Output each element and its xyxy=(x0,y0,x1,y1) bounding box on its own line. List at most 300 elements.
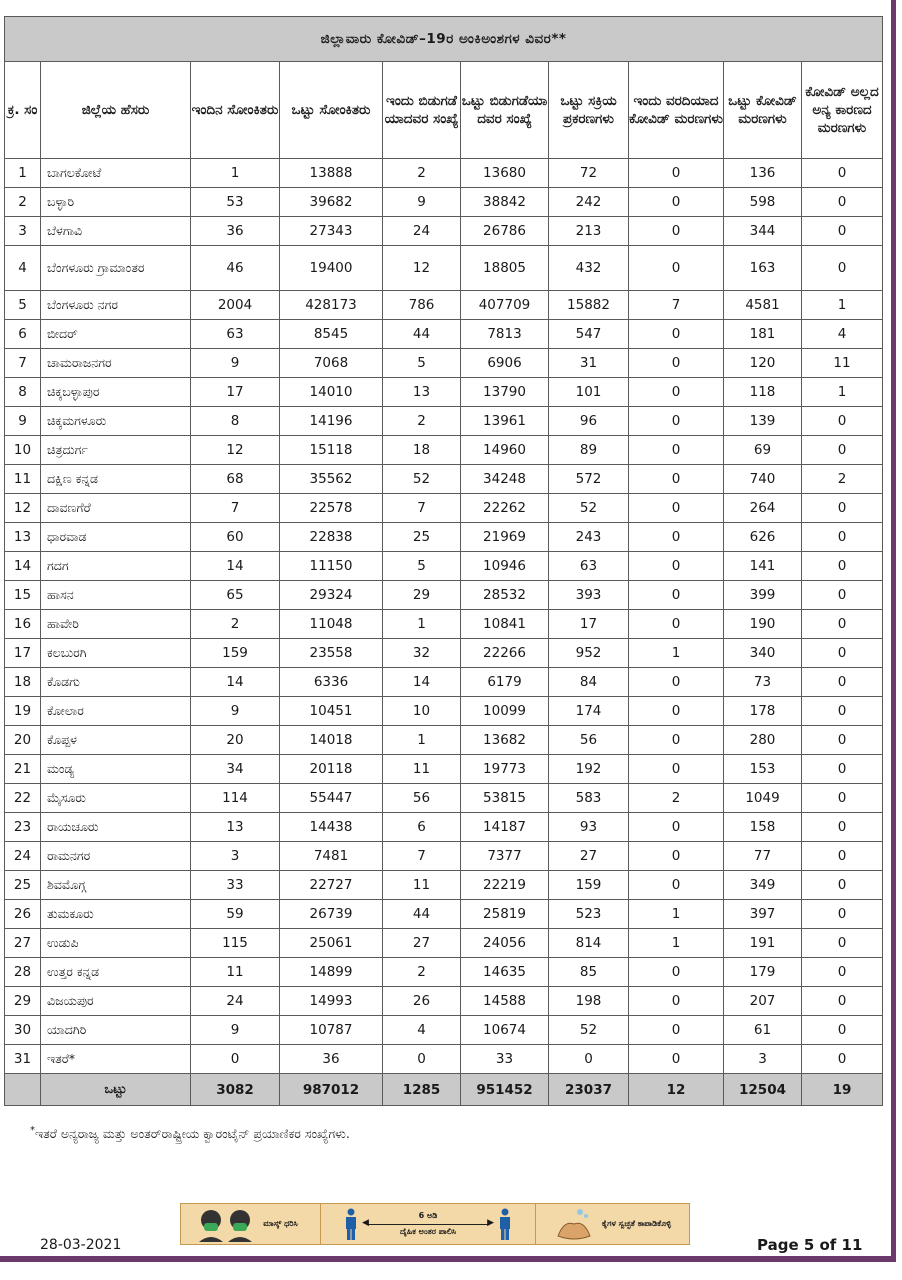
value-cell: 192 xyxy=(549,755,629,784)
value-cell: 9 xyxy=(191,1016,280,1045)
value-cell: 20 xyxy=(191,726,280,755)
value-cell: 432 xyxy=(549,246,629,291)
value-cell: 0 xyxy=(383,1045,461,1074)
value-cell: 0 xyxy=(629,378,724,407)
value-cell: 0 xyxy=(629,871,724,900)
value-cell: 0 xyxy=(549,1045,629,1074)
value-cell: 8545 xyxy=(280,320,383,349)
value-cell: 6336 xyxy=(280,668,383,697)
value-cell: 26 xyxy=(383,987,461,1016)
value-cell: 0 xyxy=(629,349,724,378)
table-row xyxy=(5,900,883,929)
value-cell: 14196 xyxy=(280,407,383,436)
table-row xyxy=(5,1016,883,1045)
total-cell: 3082 xyxy=(191,1074,280,1106)
column-header: ಒಟ್ಟು ಕೋವಿಡ್ ಮರಣಗಳು xyxy=(724,62,802,159)
table-row xyxy=(5,320,883,349)
serial-cell: 23 xyxy=(5,813,41,842)
value-cell: 572 xyxy=(549,465,629,494)
value-cell: 15882 xyxy=(549,291,629,320)
mask-section xyxy=(181,1204,321,1244)
column-header: ಒಟ್ಟು ಬಿಡುಗಡೆಯಾ ದವರ ಸಂಖ್ಯೆ xyxy=(461,62,549,159)
serial-cell: 29 xyxy=(5,987,41,1016)
value-cell: 60 xyxy=(191,523,280,552)
value-cell: 0 xyxy=(802,1045,883,1074)
district-name-cell: ಚಿಕ್ಕಬಳ್ಳಾಪುರ xyxy=(41,378,191,407)
district-name-cell: ಕೋಲಾರ xyxy=(41,697,191,726)
value-cell: 115 xyxy=(191,929,280,958)
value-cell: 547 xyxy=(549,320,629,349)
value-cell: 69 xyxy=(724,436,802,465)
serial-cell: 1 xyxy=(5,159,41,188)
value-cell: 7 xyxy=(191,494,280,523)
value-cell: 25061 xyxy=(280,929,383,958)
value-cell: 159 xyxy=(549,871,629,900)
value-cell: 22838 xyxy=(280,523,383,552)
value-cell: 33 xyxy=(461,1045,549,1074)
value-cell: 523 xyxy=(549,900,629,929)
page-number: Page 5 of 11 xyxy=(757,1236,863,1254)
value-cell: 5 xyxy=(383,349,461,378)
serial-cell: 4 xyxy=(5,246,41,291)
district-name-cell: ಉಡುಪಿ xyxy=(41,929,191,958)
value-cell: 7 xyxy=(383,842,461,871)
report-date: 28-03-2021 xyxy=(40,1237,122,1253)
hand-wash-icon xyxy=(550,1206,598,1242)
serial-cell: 17 xyxy=(5,639,41,668)
value-cell: 243 xyxy=(549,523,629,552)
value-cell: 24 xyxy=(191,987,280,1016)
table-row xyxy=(5,246,883,291)
value-cell: 114 xyxy=(191,784,280,813)
value-cell: 13961 xyxy=(461,407,549,436)
value-cell: 0 xyxy=(802,552,883,581)
value-cell: 1049 xyxy=(724,784,802,813)
value-cell: 0 xyxy=(802,407,883,436)
serial-cell: 31 xyxy=(5,1045,41,1074)
total-label: ಒಟ್ಟು xyxy=(41,1074,191,1106)
value-cell: 0 xyxy=(629,320,724,349)
total-cell xyxy=(5,1074,41,1106)
value-cell: 53 xyxy=(191,188,280,217)
district-name-cell: ಯಾದಗಿರಿ xyxy=(41,1016,191,1045)
value-cell: 0 xyxy=(802,436,883,465)
serial-cell: 8 xyxy=(5,378,41,407)
district-name-cell: ಬಾಗಲಕೋಟೆ xyxy=(41,159,191,188)
serial-cell: 11 xyxy=(5,465,41,494)
value-cell: 15118 xyxy=(280,436,383,465)
total-row xyxy=(5,1074,883,1106)
value-cell: 5 xyxy=(383,552,461,581)
value-cell: 0 xyxy=(802,668,883,697)
value-cell: 0 xyxy=(802,900,883,929)
value-cell: 280 xyxy=(724,726,802,755)
serial-cell: 19 xyxy=(5,697,41,726)
value-cell: 11048 xyxy=(280,610,383,639)
value-cell: 2 xyxy=(191,610,280,639)
table-row xyxy=(5,1045,883,1074)
district-name-cell: ಬಳ್ಳಾರಿ xyxy=(41,188,191,217)
serial-cell: 16 xyxy=(5,610,41,639)
value-cell: 1 xyxy=(629,900,724,929)
distance-indicator xyxy=(368,1211,488,1237)
serial-cell: 2 xyxy=(5,188,41,217)
value-cell: 740 xyxy=(724,465,802,494)
value-cell: 28532 xyxy=(461,581,549,610)
value-cell: 85 xyxy=(549,958,629,987)
value-cell: 0 xyxy=(629,159,724,188)
value-cell: 2 xyxy=(383,159,461,188)
value-cell: 14 xyxy=(191,668,280,697)
person-right-icon xyxy=(498,1208,512,1240)
value-cell: 2004 xyxy=(191,291,280,320)
safety-banner xyxy=(180,1203,690,1245)
value-cell: 0 xyxy=(629,552,724,581)
value-cell: 179 xyxy=(724,958,802,987)
distance-text: ದೈಹಿಕ ಅಂತರ ಪಾಲಿಸಿ xyxy=(399,1226,457,1236)
serial-cell: 13 xyxy=(5,523,41,552)
value-cell: 7377 xyxy=(461,842,549,871)
value-cell: 11 xyxy=(383,871,461,900)
district-name-cell: ಮೈಸೂರು xyxy=(41,784,191,813)
serial-cell: 27 xyxy=(5,929,41,958)
value-cell: 29 xyxy=(383,581,461,610)
value-cell: 0 xyxy=(629,436,724,465)
value-cell: 89 xyxy=(549,436,629,465)
mask-text: ಮಾಸ್ಕ್ ಧರಿಸಿ xyxy=(263,1218,298,1228)
district-name-cell: ಕೊಡಗು xyxy=(41,668,191,697)
district-name-cell: ಹಾಸನ xyxy=(41,581,191,610)
value-cell: 0 xyxy=(802,987,883,1016)
value-cell: 14960 xyxy=(461,436,549,465)
value-cell: 0 xyxy=(802,639,883,668)
value-cell: 10451 xyxy=(280,697,383,726)
column-header: ಇಂದಿನ ಸೋಂಕಿತರು xyxy=(191,62,280,159)
table-row xyxy=(5,552,883,581)
serial-cell: 28 xyxy=(5,958,41,987)
value-cell: 22262 xyxy=(461,494,549,523)
value-cell: 14187 xyxy=(461,813,549,842)
table-row xyxy=(5,871,883,900)
table-row xyxy=(5,188,883,217)
value-cell: 52 xyxy=(383,465,461,494)
table-row xyxy=(5,610,883,639)
total-cell: 987012 xyxy=(280,1074,383,1106)
value-cell: 10674 xyxy=(461,1016,549,1045)
value-cell: 2 xyxy=(383,407,461,436)
table-row xyxy=(5,987,883,1016)
value-cell: 18805 xyxy=(461,246,549,291)
district-name-cell: ದಾವಣಗೆರೆ xyxy=(41,494,191,523)
value-cell: 11 xyxy=(191,958,280,987)
column-header: ಕೋವಿಡ್ ಅಲ್ಲದ ಅನ್ಯ ಕಾರಣದ ಮರಣಗಳು xyxy=(802,62,883,159)
district-name-cell: ಬೆಂಗಳೂರು ನಗರ xyxy=(41,291,191,320)
footnote-mark: * xyxy=(30,1125,35,1136)
value-cell: 0 xyxy=(802,188,883,217)
value-cell: 96 xyxy=(549,407,629,436)
district-name-cell: ಶಿವಮೊಗ್ಗ xyxy=(41,871,191,900)
value-cell: 7068 xyxy=(280,349,383,378)
table-title: ಜಿಲ್ಲಾವಾರು ಕೋವಿಡ್–19ರ ಅಂಕಿಅಂಶಗಳ ವಿವರ** xyxy=(5,17,883,62)
value-cell: 242 xyxy=(549,188,629,217)
serial-cell: 10 xyxy=(5,436,41,465)
total-cell: 19 xyxy=(802,1074,883,1106)
value-cell: 0 xyxy=(629,668,724,697)
total-cell: 12 xyxy=(629,1074,724,1106)
district-name-cell: ಚಿತ್ರದುರ್ಗ xyxy=(41,436,191,465)
value-cell: 3 xyxy=(191,842,280,871)
table-row xyxy=(5,217,883,246)
table-row xyxy=(5,668,883,697)
value-cell: 14018 xyxy=(280,726,383,755)
value-cell: 17 xyxy=(191,378,280,407)
district-name-cell: ಧಾರವಾಡ xyxy=(41,523,191,552)
district-name-cell: ಬೀದರ್ xyxy=(41,320,191,349)
value-cell: 17 xyxy=(549,610,629,639)
total-cell: 12504 xyxy=(724,1074,802,1106)
value-cell: 1 xyxy=(383,610,461,639)
value-cell: 583 xyxy=(549,784,629,813)
district-name-cell: ಇತರೆ* xyxy=(41,1045,191,1074)
value-cell: 393 xyxy=(549,581,629,610)
value-cell: 0 xyxy=(629,217,724,246)
value-cell: 10 xyxy=(383,697,461,726)
hygiene-section xyxy=(536,1204,689,1244)
value-cell: 0 xyxy=(629,523,724,552)
table-row xyxy=(5,958,883,987)
value-cell: 0 xyxy=(802,523,883,552)
value-cell: 1 xyxy=(802,378,883,407)
value-cell: 14993 xyxy=(280,987,383,1016)
value-cell: 1 xyxy=(383,726,461,755)
total-cell: 23037 xyxy=(549,1074,629,1106)
table-row xyxy=(5,465,883,494)
value-cell: 190 xyxy=(724,610,802,639)
value-cell: 27 xyxy=(383,929,461,958)
column-header: ಕ್ರ. ಸಂ xyxy=(5,62,41,159)
district-name-cell: ಮಂಡ್ಯ xyxy=(41,755,191,784)
value-cell: 0 xyxy=(802,610,883,639)
value-cell: 101 xyxy=(549,378,629,407)
value-cell: 19400 xyxy=(280,246,383,291)
table-row xyxy=(5,378,883,407)
value-cell: 4581 xyxy=(724,291,802,320)
district-name-cell: ವಿಜಯಪುರ xyxy=(41,987,191,1016)
value-cell: 63 xyxy=(191,320,280,349)
value-cell: 22727 xyxy=(280,871,383,900)
value-cell: 36 xyxy=(280,1045,383,1074)
value-cell: 0 xyxy=(629,465,724,494)
table-row xyxy=(5,929,883,958)
serial-cell: 14 xyxy=(5,552,41,581)
value-cell: 399 xyxy=(724,581,802,610)
value-cell: 34 xyxy=(191,755,280,784)
value-cell: 46 xyxy=(191,246,280,291)
value-cell: 24 xyxy=(383,217,461,246)
serial-cell: 21 xyxy=(5,755,41,784)
district-name-cell: ಉತ್ತರ ಕನ್ನಡ xyxy=(41,958,191,987)
value-cell: 13 xyxy=(383,378,461,407)
table-row xyxy=(5,697,883,726)
value-cell: 11150 xyxy=(280,552,383,581)
value-cell: 0 xyxy=(802,813,883,842)
table-row xyxy=(5,842,883,871)
value-cell: 52 xyxy=(549,494,629,523)
value-cell: 9 xyxy=(191,349,280,378)
value-cell: 68 xyxy=(191,465,280,494)
value-cell: 0 xyxy=(629,1016,724,1045)
value-cell: 18 xyxy=(383,436,461,465)
value-cell: 23558 xyxy=(280,639,383,668)
value-cell: 407709 xyxy=(461,291,549,320)
value-cell: 55447 xyxy=(280,784,383,813)
district-name-cell: ರಾಯಚೂರು xyxy=(41,813,191,842)
district-name-cell: ರಾಮನಗರ xyxy=(41,842,191,871)
value-cell: 264 xyxy=(724,494,802,523)
value-cell: 14010 xyxy=(280,378,383,407)
serial-cell: 18 xyxy=(5,668,41,697)
value-cell: 20118 xyxy=(280,755,383,784)
value-cell: 22578 xyxy=(280,494,383,523)
value-cell: 52 xyxy=(549,1016,629,1045)
table-row xyxy=(5,291,883,320)
value-cell: 0 xyxy=(802,159,883,188)
value-cell: 191 xyxy=(724,929,802,958)
value-cell: 12 xyxy=(383,246,461,291)
serial-cell: 24 xyxy=(5,842,41,871)
value-cell: 118 xyxy=(724,378,802,407)
value-cell: 0 xyxy=(802,842,883,871)
value-cell: 0 xyxy=(629,610,724,639)
distance-arrow-icon xyxy=(368,1224,488,1225)
value-cell: 158 xyxy=(724,813,802,842)
table-row xyxy=(5,813,883,842)
value-cell: 626 xyxy=(724,523,802,552)
value-cell: 952 xyxy=(549,639,629,668)
table-body xyxy=(5,159,883,1074)
value-cell: 6906 xyxy=(461,349,549,378)
value-cell: 4 xyxy=(383,1016,461,1045)
table-row xyxy=(5,639,883,668)
value-cell: 14635 xyxy=(461,958,549,987)
value-cell: 13 xyxy=(191,813,280,842)
serial-cell: 7 xyxy=(5,349,41,378)
value-cell: 3 xyxy=(724,1045,802,1074)
value-cell: 198 xyxy=(549,987,629,1016)
value-cell: 38842 xyxy=(461,188,549,217)
value-cell: 34248 xyxy=(461,465,549,494)
column-header: ಜಿಲ್ಲೆಯ ಹೆಸರು xyxy=(41,62,191,159)
distance-section xyxy=(321,1204,536,1244)
serial-cell: 30 xyxy=(5,1016,41,1045)
value-cell: 0 xyxy=(802,494,883,523)
district-name-cell: ಹಾವೇರಿ xyxy=(41,610,191,639)
serial-cell: 3 xyxy=(5,217,41,246)
column-header: ಒಟ್ಟು ಸೋಂಕಿತರು xyxy=(280,62,383,159)
column-header: ಇಂದು ಬಿಡುಗಡೆ ಯಾದವರ ಸಂಖ್ಯೆ xyxy=(383,62,461,159)
table-row xyxy=(5,349,883,378)
value-cell: 72 xyxy=(549,159,629,188)
value-cell: 786 xyxy=(383,291,461,320)
serial-cell: 5 xyxy=(5,291,41,320)
value-cell: 11 xyxy=(802,349,883,378)
value-cell: 139 xyxy=(724,407,802,436)
value-cell: 13790 xyxy=(461,378,549,407)
value-cell: 120 xyxy=(724,349,802,378)
district-name-cell: ಬೆಂಗಳೂರು ಗ್ರಾಮಾಂತರ xyxy=(41,246,191,291)
footnote xyxy=(30,1125,350,1142)
value-cell: 163 xyxy=(724,246,802,291)
table-row xyxy=(5,784,883,813)
total-cell: 951452 xyxy=(461,1074,549,1106)
value-cell: 36 xyxy=(191,217,280,246)
value-cell: 32 xyxy=(383,639,461,668)
value-cell: 63 xyxy=(549,552,629,581)
hygiene-text: ಕೈಗಳ ಸ್ವಚ್ಛತೆ ಕಾಪಾಡಿಕೊಳ್ಳಿ xyxy=(601,1218,672,1228)
value-cell: 0 xyxy=(802,581,883,610)
value-cell: 84 xyxy=(549,668,629,697)
value-cell: 0 xyxy=(629,1045,724,1074)
value-cell: 141 xyxy=(724,552,802,581)
value-cell: 0 xyxy=(802,726,883,755)
serial-cell: 20 xyxy=(5,726,41,755)
value-cell: 59 xyxy=(191,900,280,929)
value-cell: 0 xyxy=(802,784,883,813)
table-row xyxy=(5,494,883,523)
value-cell: 9 xyxy=(383,188,461,217)
value-cell: 8 xyxy=(191,407,280,436)
value-cell: 14 xyxy=(383,668,461,697)
value-cell: 26739 xyxy=(280,900,383,929)
value-cell: 340 xyxy=(724,639,802,668)
value-cell: 0 xyxy=(802,697,883,726)
value-cell: 181 xyxy=(724,320,802,349)
value-cell: 153 xyxy=(724,755,802,784)
value-cell: 56 xyxy=(549,726,629,755)
value-cell: 0 xyxy=(802,217,883,246)
district-name-cell: ದಕ್ಷಿಣ ಕನ್ನಡ xyxy=(41,465,191,494)
serial-cell: 25 xyxy=(5,871,41,900)
value-cell: 136 xyxy=(724,159,802,188)
value-cell: 1 xyxy=(629,929,724,958)
value-cell: 0 xyxy=(802,246,883,291)
column-header: ಒಟ್ಟು ಸಕ್ರಿಯ ಪ್ರಕರಣಗಳು xyxy=(549,62,629,159)
value-cell: 0 xyxy=(629,697,724,726)
value-cell: 25 xyxy=(383,523,461,552)
value-cell: 213 xyxy=(549,217,629,246)
value-cell: 13682 xyxy=(461,726,549,755)
value-cell: 0 xyxy=(629,581,724,610)
district-stats-sheet xyxy=(4,16,882,1106)
table-row xyxy=(5,159,883,188)
value-cell: 344 xyxy=(724,217,802,246)
table-row xyxy=(5,523,883,552)
value-cell: 13888 xyxy=(280,159,383,188)
value-cell: 39682 xyxy=(280,188,383,217)
district-name-cell: ಬೆಳಗಾವಿ xyxy=(41,217,191,246)
value-cell: 10841 xyxy=(461,610,549,639)
value-cell: 61 xyxy=(724,1016,802,1045)
value-cell: 0 xyxy=(629,494,724,523)
value-cell: 0 xyxy=(802,958,883,987)
value-cell: 73 xyxy=(724,668,802,697)
total-cell: 1285 xyxy=(383,1074,461,1106)
value-cell: 0 xyxy=(629,726,724,755)
value-cell: 2 xyxy=(629,784,724,813)
district-name-cell: ಚಾಮರಾಜನಗರ xyxy=(41,349,191,378)
value-cell: 14438 xyxy=(280,813,383,842)
value-cell: 6 xyxy=(383,813,461,842)
